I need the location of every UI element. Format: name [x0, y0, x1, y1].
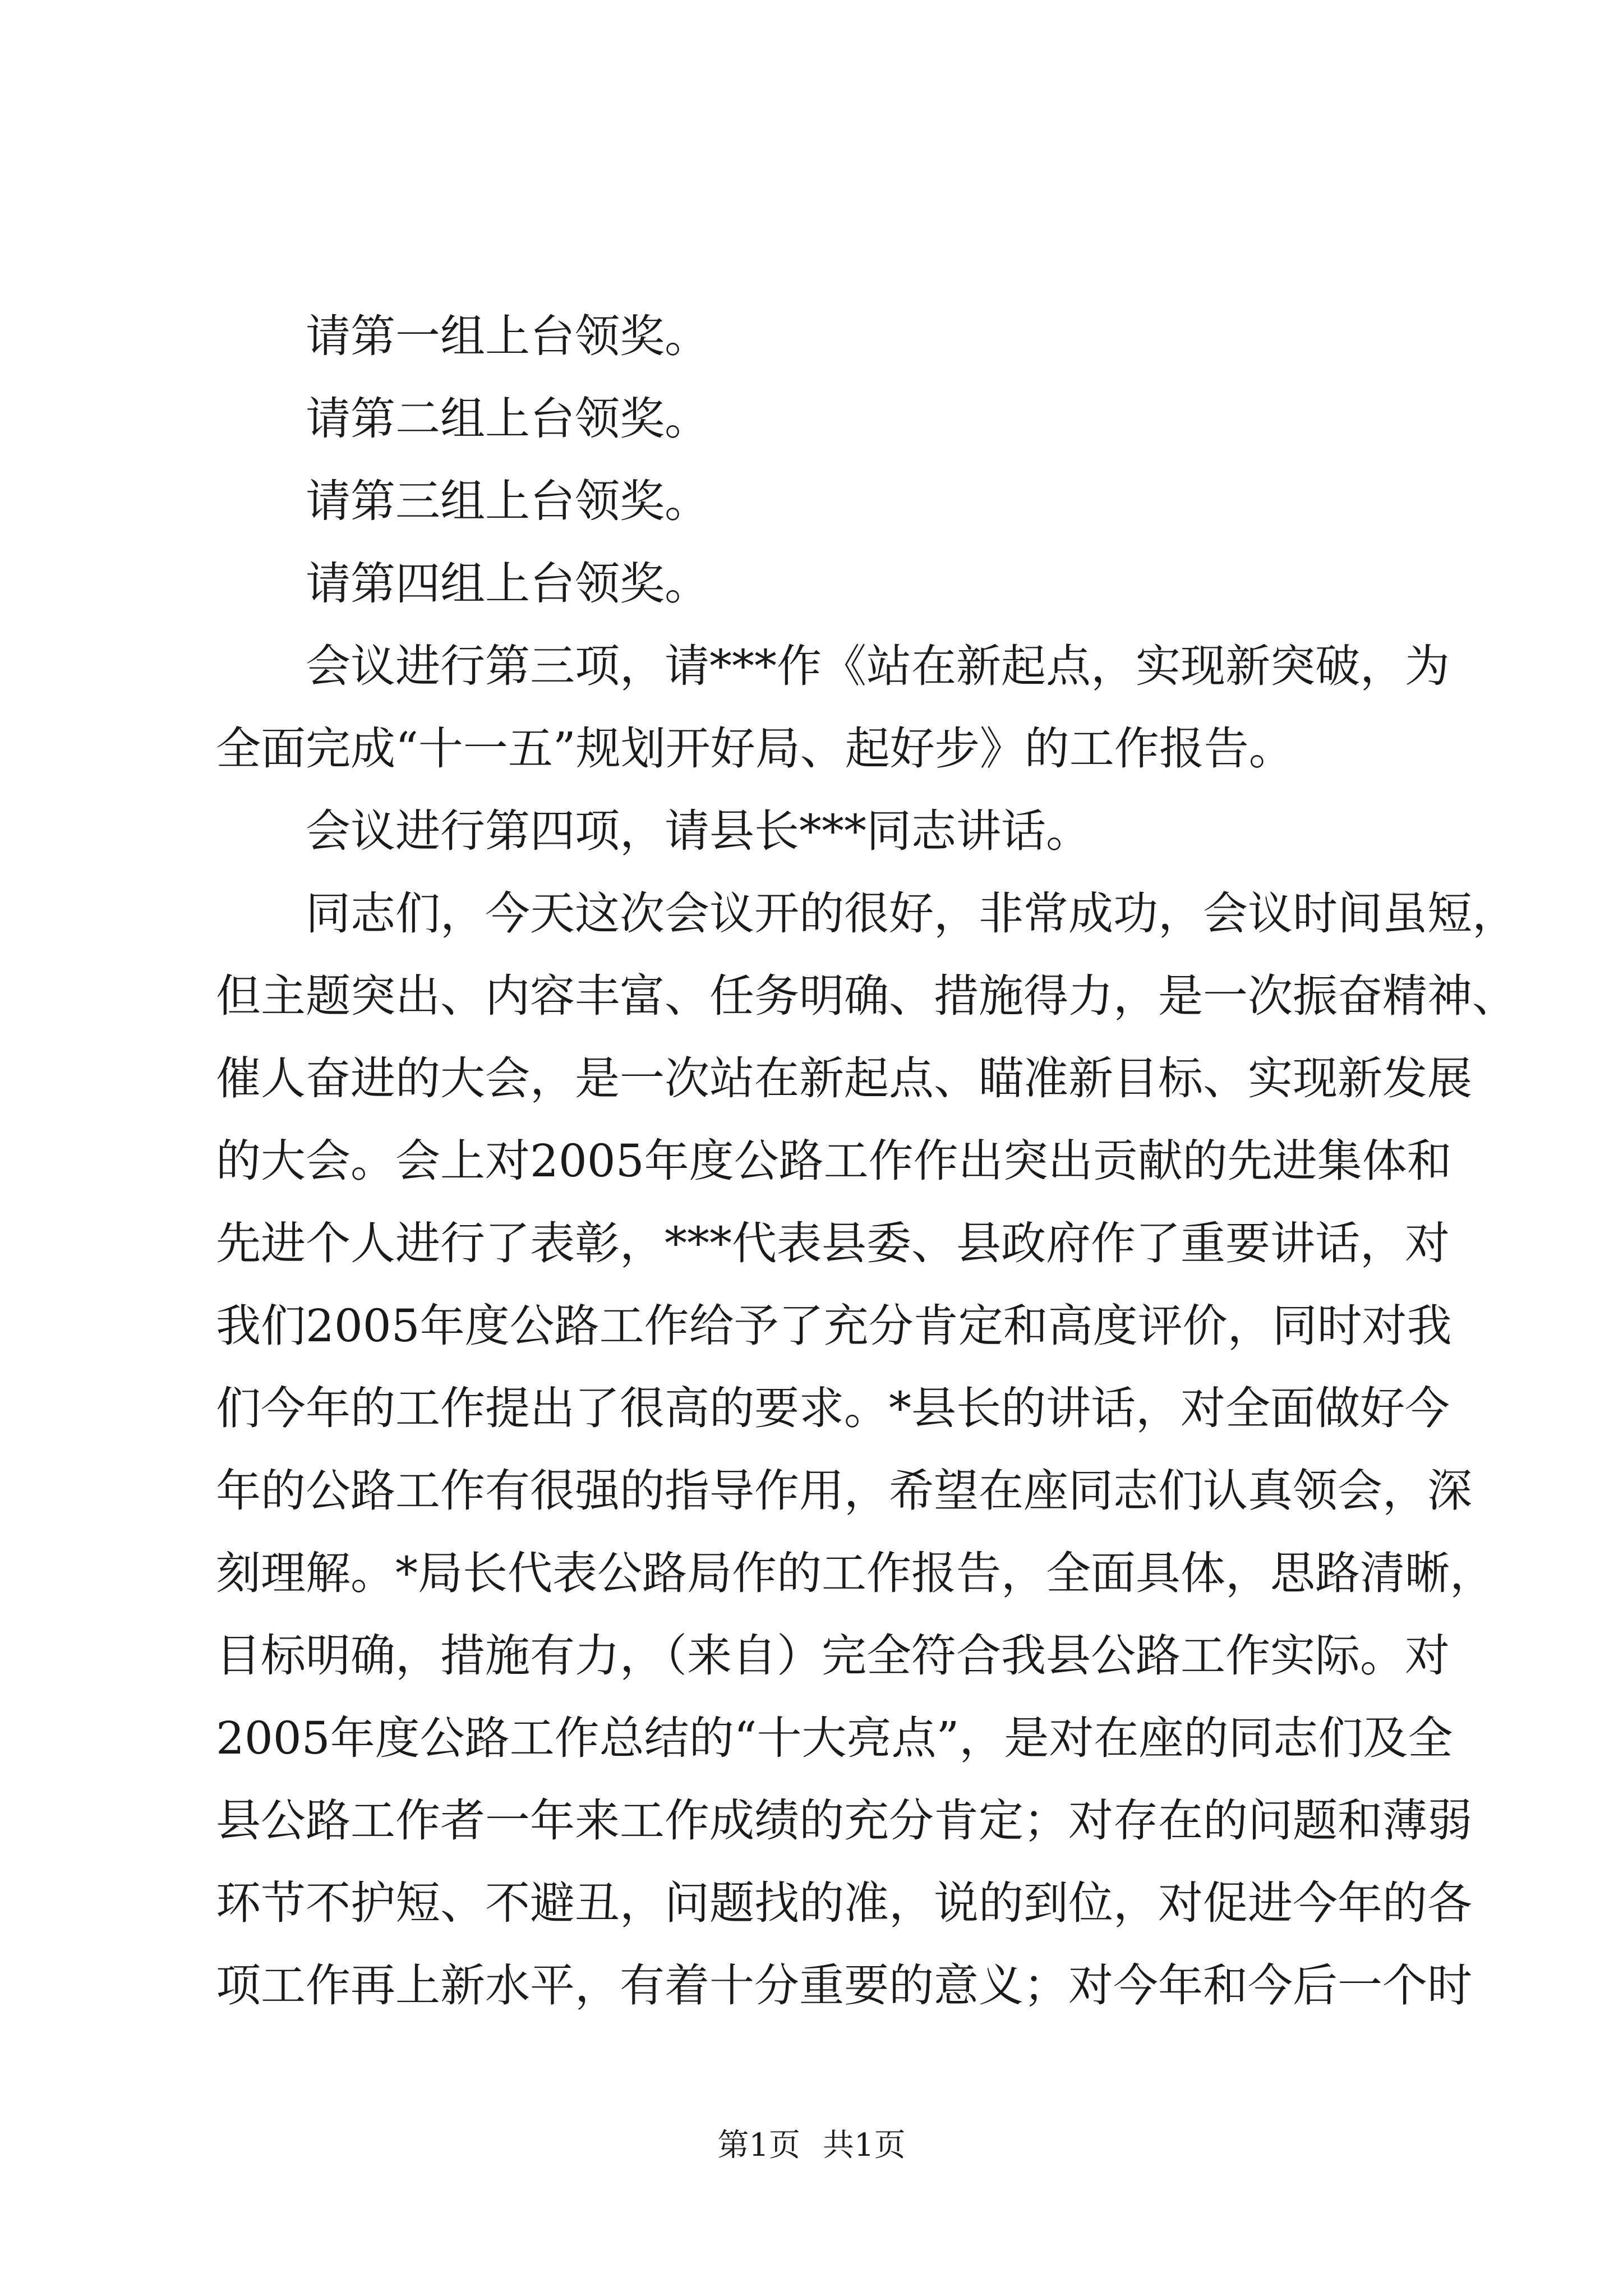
- speech-line-3: 催人奋进的大会，是一次站在新起点、瞄准新目标、实现新发展: [216, 1052, 1472, 1105]
- speech-line-5: 先进个人进行了表彰，***代表县委、县政府作了重要讲话，对: [216, 1217, 1450, 1269]
- speech-line-12: 县公路工作者一年来工作成绩的充分肯定；对存在的问题和薄弱: [216, 1795, 1472, 1847]
- speech-line-9: 刻理解。*局长代表公路局作的工作报告，全面具体，思路清晰，: [216, 1547, 1495, 1599]
- speech-line-4: 的大会。会上对2005年度公路工作作出突出贡献的先进集体和: [216, 1135, 1452, 1187]
- speech-line-1: 同志们，今天这次会议开的很好，非常成功，会议时间虽短，: [306, 887, 1517, 940]
- paragraph-item-three-line-1: 会议进行第三项，请***作《站在新起点，实现新突破，为: [306, 640, 1450, 692]
- page-number: 第1页: [717, 2127, 800, 2164]
- page-total: 共1页: [823, 2127, 906, 2164]
- speech-line-8: 年的公路工作有很强的指导作用，希望在座同志们认真领会，深: [216, 1465, 1472, 1517]
- paragraph-item-three-line-2: 全面完成“十一五”规划开好局、起好步》的工作报告。: [216, 723, 1294, 775]
- paragraph-item-four: 会议进行第四项，请县长***同志讲话。: [306, 805, 1091, 857]
- paragraph-award-group-1: 请第一组上台领奖。: [306, 310, 709, 362]
- speech-line-6: 我们2005年度公路工作给予了充分肯定和高度评价，同时对我: [216, 1300, 1452, 1352]
- speech-line-14: 项工作再上新水平，有着十分重要的意义；对今年和今后一个时: [216, 1959, 1472, 2012]
- speech-line-11: 2005年度公路工作总结的“十大亮点”，是对在座的同志们及全: [216, 1712, 1453, 1764]
- paragraph-award-group-3: 请第三组上台领奖。: [306, 475, 709, 527]
- paragraph-award-group-4: 请第四组上台领奖。: [306, 558, 709, 610]
- paragraph-award-group-2: 请第二组上台领奖。: [306, 393, 709, 445]
- page-footer: [0, 2126, 1623, 2165]
- speech-line-13: 环节不护短、不避丑，问题找的准，说的到位，对促进今年的各: [216, 1877, 1472, 1929]
- speech-line-7: 们今年的工作提出了很高的要求。*县长的讲话，对全面做好今: [216, 1382, 1450, 1434]
- speech-line-10: 目标明确，措施有力，（来自）完全符合我县公路工作实际。对: [216, 1630, 1450, 1682]
- speech-line-2: 但主题突出、内容丰富、任务明确、措施得力，是一次振奋精神、: [216, 970, 1517, 1022]
